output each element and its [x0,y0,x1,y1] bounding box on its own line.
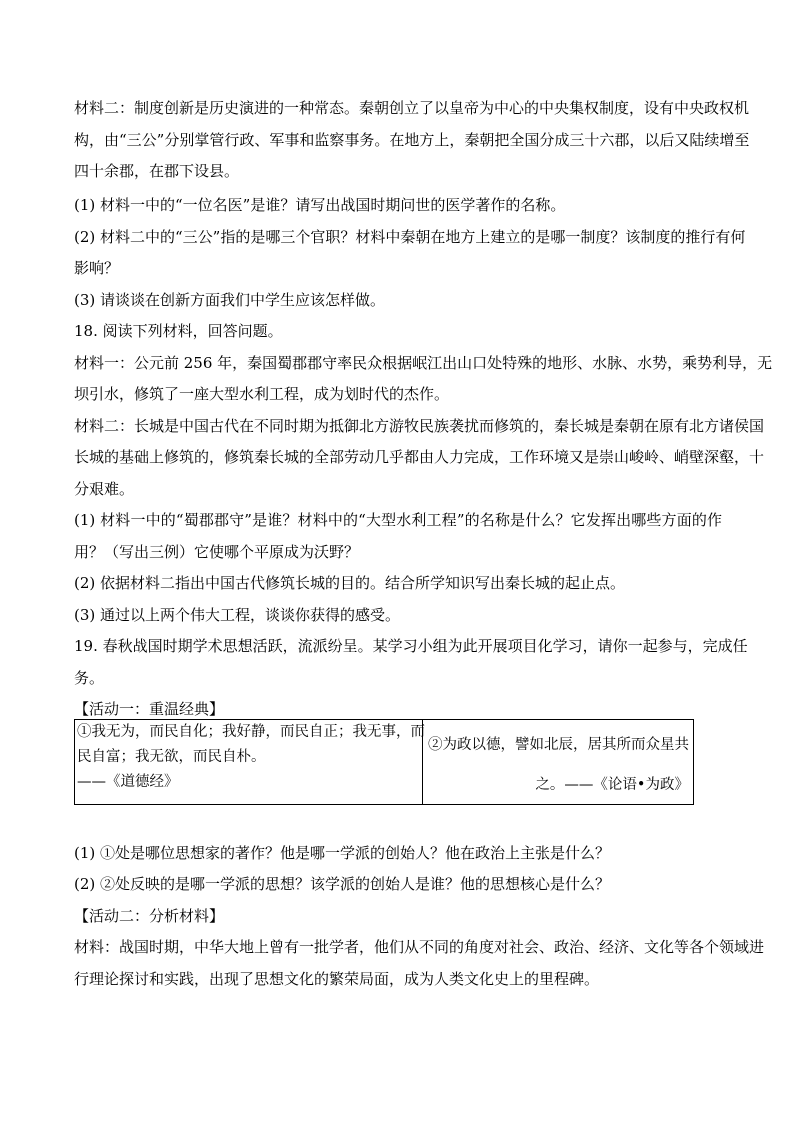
q18-material2-line-2: 长城的基础上修筑的，修筑秦长城的全部劳动几乎都由人力完成，工作环境又是崇山峻岭、峭壁深壑，十 [74,448,765,466]
activity2-title: 【活动二：分析材料】 [74,907,225,925]
q18-question-3: (3) 通过以上两个伟大工程，谈谈你获得的感受。 [74,606,401,624]
q18-material2-line-1: 材料二：长城是中国古代在不同时期为抵御北方游牧民族袭扰而修筑的，秦长城是秦朝在原有北方诸侯国 [74,417,765,435]
quote-a-source: ——《道德经》 [77,774,179,790]
activity1-title: 【活动一：重温经典】 [74,700,225,718]
q18-material2-line-3: 分艰难。 [74,480,135,498]
q18-material1-line-2: 坝引水，修筑了一座大型水利工程，成为划时代的杰作。 [74,385,450,403]
q18-question-1-line-2: 用？（写出三例）它使哪个平原成为沃野？ [74,543,360,561]
q17-question-3: (3) 请谈谈在创新方面我们中学生应该怎样做。 [74,291,386,309]
quote-b-line-1: ②为政以德，譬如北辰，居其所而众星共 [428,737,689,753]
material2-line-1: 材料二：制度创新是历史演进的一种常态。秦朝创立了以皇帝为中心的中央集权制度，设有中央政权机 [74,99,750,117]
activity2-material-line-1: 材料：战国时期，中华大地上曾有一批学者，他们从不同的角度对社会、政治、经济、文化等各个领域进 [74,938,765,956]
activity2-material-line-2: 行理论探讨和实践，出现了思想文化的繁荣局面，成为人类文化史上的里程碑。 [74,970,600,988]
q17-question-2-line-1: (2) 材料二中的“三公”指的是哪三个官职？材料中秦朝在地方上建立的是哪一制度？该制度的推行有何 [74,228,746,246]
q19-stem-line-2: 务。 [74,669,105,687]
quote-b-line-2: 之。——《论语•为政》 [535,777,689,793]
q19-question-2: (2) ②处反映的是哪一学派的思想？该学派的创始人是谁？他的思想核心是什么？ [74,875,611,893]
q19-question-1: (1) ①处是哪位思想家的著作？他是哪一学派的创始人？他在政治上主张是什么？ [74,844,611,862]
material2-line-2: 构，由“三公”分别掌管行政、军事和监察事务。在地方上，秦朝把全国分成三十六郡，以后又陆续增至 [74,131,750,149]
q17-question-2-line-2: 影响？ [74,259,120,277]
q19-stem-line-1: 19. 春秋战国时期学术思想活跃，流派纷呈。某学习小组为此开展项目化学习，请你一起参与，完成任 [74,637,748,655]
q18-material1-line-1: 材料一：公元前 256 年，秦国蜀郡郡守率民众根据岷江出山口处特殊的地形、水脉、水势，乘势利导，无 [74,354,773,372]
quote-cell-daodejing [75,720,423,805]
quote-a-line-1: ①我无为，而民自化；我好静，而民自正；我无事，而 [77,724,425,740]
quote-a-line-2: 民自富；我无欲，而民自朴。 [77,749,266,765]
classics-quote-table [74,719,694,805]
q18-stem: 18. 阅读下列材料，回答问题。 [74,322,283,340]
q17-question-1: (1) 材料一中的“一位名医”是谁？请写出战国时期问世的医学著作的名称。 [74,196,566,214]
q18-question-2: (2) 依据材料二指出中国古代修筑长城的目的。结合所学知识写出秦长城的起止点。 [74,574,626,592]
q18-question-1-line-1: (1) 材料一中的“蜀郡郡守”是谁？材料中的“大型水利工程”的名称是什么？它发挥出哪些方面的作 [74,511,722,529]
material2-line-3: 四十余郡，在郡下设县。 [74,162,240,180]
quote-cell-lunyu [423,720,694,805]
